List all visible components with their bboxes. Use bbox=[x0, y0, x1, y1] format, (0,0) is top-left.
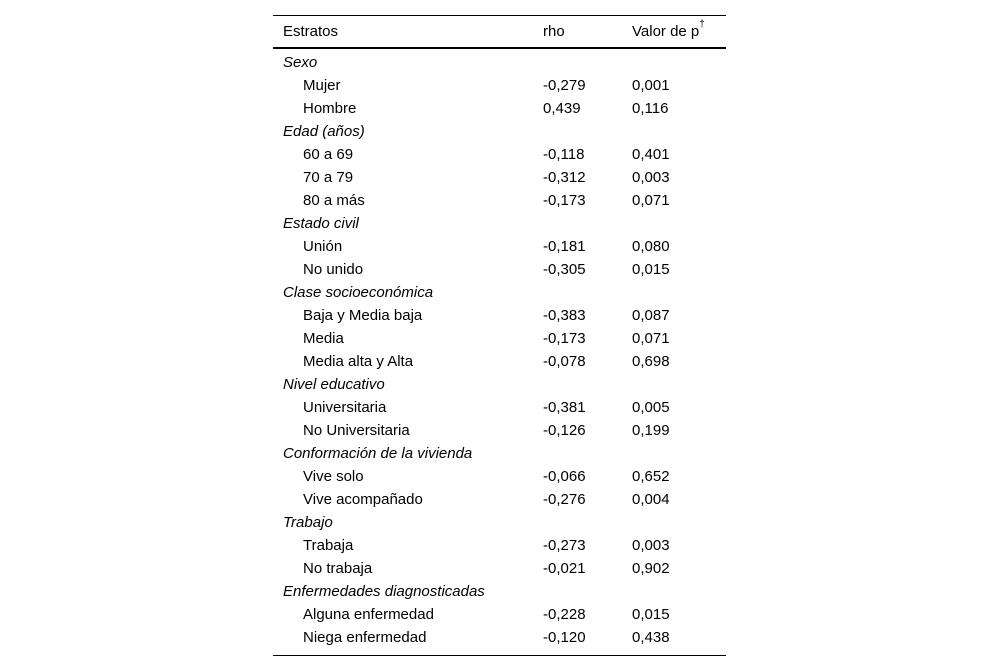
table-row bbox=[273, 465, 726, 488]
stratum-name: 70 a 79 bbox=[303, 169, 354, 186]
stratum-name: Baja y Media baja bbox=[303, 307, 423, 324]
rho-value: -0,181 bbox=[543, 238, 586, 255]
table-row bbox=[273, 97, 726, 120]
p-value: 0,087 bbox=[632, 307, 670, 324]
table-row bbox=[273, 419, 726, 442]
p-value: 0,003 bbox=[632, 169, 670, 186]
group-label: Trabajo bbox=[283, 514, 333, 531]
rho-value: -0,173 bbox=[543, 192, 586, 209]
table-row bbox=[273, 189, 726, 212]
table-row bbox=[273, 166, 726, 189]
stratum-name: Vive acompañado bbox=[303, 491, 423, 508]
table-row bbox=[273, 488, 726, 511]
stratum-name: No unido bbox=[303, 261, 364, 278]
p-value: 0,015 bbox=[632, 606, 670, 623]
rho-value: -0,066 bbox=[543, 468, 586, 485]
p-value: 0,652 bbox=[632, 468, 670, 485]
p-value: 0,080 bbox=[632, 238, 670, 255]
p-value: 0,001 bbox=[632, 77, 670, 94]
table-row bbox=[273, 396, 726, 419]
rho-value: -0,305 bbox=[543, 261, 586, 278]
group-row bbox=[273, 281, 726, 304]
stratum-name: Mujer bbox=[303, 77, 341, 94]
group-row bbox=[273, 51, 726, 74]
rho-value: -0,126 bbox=[543, 422, 586, 439]
rho-value: -0,078 bbox=[543, 353, 586, 370]
stratum-name: 80 a más bbox=[303, 192, 365, 209]
p-value: 0,015 bbox=[632, 261, 670, 278]
rho-value: -0,021 bbox=[543, 560, 586, 577]
table-row bbox=[273, 235, 726, 258]
p-value: 0,902 bbox=[632, 560, 670, 577]
rho-value: -0,173 bbox=[543, 330, 586, 347]
rho-value: -0,118 bbox=[543, 146, 585, 163]
group-row bbox=[273, 442, 726, 465]
stratum-name: Vive solo bbox=[303, 468, 364, 485]
p-value: 0,116 bbox=[632, 100, 669, 117]
table-row bbox=[273, 304, 726, 327]
table-row bbox=[273, 534, 726, 557]
header-pvalue bbox=[632, 16, 705, 47]
stratum-name: Universitaria bbox=[303, 399, 387, 416]
rho-value: -0,120 bbox=[543, 629, 586, 646]
rho-value: -0,228 bbox=[543, 606, 586, 623]
stratum-name: Alguna enfermedad bbox=[303, 606, 434, 623]
group-label: Sexo bbox=[283, 54, 318, 71]
header-pvalue-mark: † bbox=[699, 19, 705, 30]
p-value: 0,004 bbox=[632, 491, 670, 508]
group-label: Estado civil bbox=[283, 215, 359, 232]
header-rho: rho bbox=[543, 23, 565, 40]
rho-value: -0,273 bbox=[543, 537, 586, 554]
stratum-name: 60 a 69 bbox=[303, 146, 354, 163]
table-row bbox=[273, 557, 726, 580]
stratum-name: No Universitaria bbox=[303, 422, 410, 439]
table-row bbox=[273, 74, 726, 97]
group-row bbox=[273, 120, 726, 143]
group-label: Nivel educativo bbox=[283, 376, 385, 393]
group-row bbox=[273, 212, 726, 235]
p-value: 0,438 bbox=[632, 629, 670, 646]
rho-value: -0,383 bbox=[543, 307, 586, 324]
p-value: 0,003 bbox=[632, 537, 670, 554]
p-value: 0,698 bbox=[632, 353, 670, 370]
table-row bbox=[273, 327, 726, 350]
stratum-name: Niega enfermedad bbox=[303, 629, 427, 646]
p-value: 0,199 bbox=[632, 422, 670, 439]
group-label: Conformación de la vivienda bbox=[283, 445, 473, 462]
header-pvalue-label: Valor de p bbox=[632, 23, 700, 40]
stratum-name: Trabaja bbox=[303, 537, 354, 554]
table-header-row bbox=[273, 16, 726, 47]
header-estratos: Estratos bbox=[283, 23, 339, 40]
stratum-name: Media bbox=[303, 330, 344, 347]
stratum-name: Unión bbox=[303, 238, 343, 255]
correlation-table bbox=[273, 15, 726, 656]
table-row bbox=[273, 626, 726, 649]
table-bottom-rule bbox=[273, 655, 726, 656]
group-row bbox=[273, 580, 726, 603]
rho-value: -0,279 bbox=[543, 77, 586, 94]
group-label: Edad (años) bbox=[283, 123, 365, 140]
rho-value: -0,276 bbox=[543, 491, 586, 508]
table-body bbox=[273, 49, 726, 649]
stratum-name: Media alta y Alta bbox=[303, 353, 414, 370]
rho-value: -0,312 bbox=[543, 169, 586, 186]
table-row bbox=[273, 350, 726, 373]
stratum-name: Hombre bbox=[303, 100, 357, 117]
p-value: 0,005 bbox=[632, 399, 670, 416]
rho-value: -0,381 bbox=[543, 399, 586, 416]
group-row bbox=[273, 373, 726, 396]
rho-value: 0,439 bbox=[543, 100, 581, 117]
stratum-name: No trabaja bbox=[303, 560, 373, 577]
group-label: Enfermedades diagnosticadas bbox=[283, 583, 485, 600]
p-value: 0,071 bbox=[632, 330, 670, 347]
p-value: 0,071 bbox=[632, 192, 670, 209]
group-row bbox=[273, 511, 726, 534]
p-value: 0,401 bbox=[632, 146, 670, 163]
table-row bbox=[273, 143, 726, 166]
table-row bbox=[273, 603, 726, 626]
group-label: Clase socioeconómica bbox=[283, 284, 434, 301]
table-row bbox=[273, 258, 726, 281]
